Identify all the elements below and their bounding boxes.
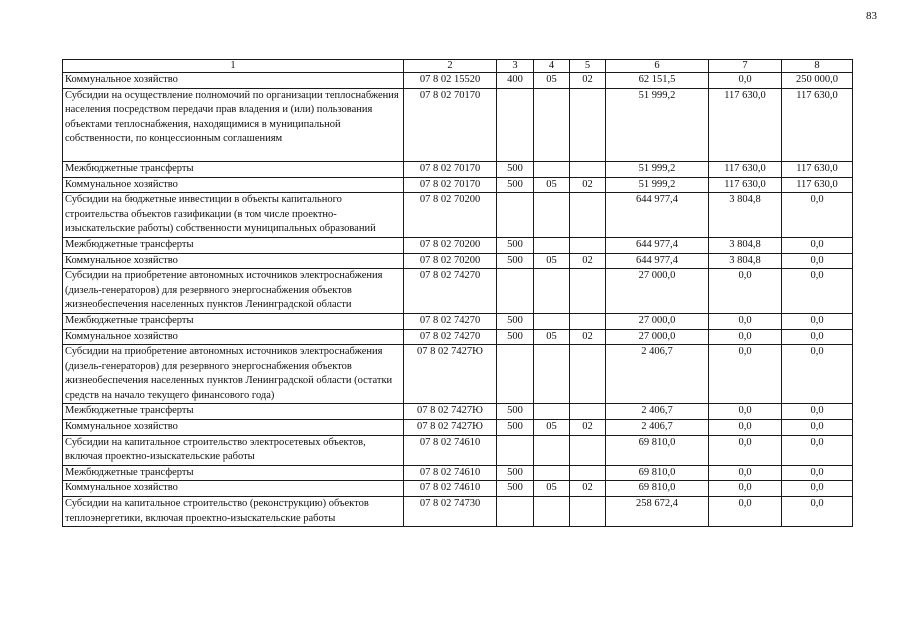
amount-year3-cell: 0,0: [782, 253, 853, 269]
amount-year3-cell: 0,0: [782, 465, 853, 481]
target-code-cell: 07 8 02 7427Ю: [404, 404, 497, 420]
row-name-cell: Субсидии на приобретение автономных источников электроснабжения (дизель-генераторов) для резервного энергоснабжения объектов жизнеобеспечения населенных пунктов Ленинградской области (остатки средств на начало текущего финансового года): [63, 345, 404, 404]
table-row: [63, 345, 853, 404]
amount-year1-cell: 644 977,4: [606, 253, 709, 269]
amount-year1-cell: 258 672,4: [606, 497, 709, 527]
table-row: [63, 497, 853, 527]
amount-year1-cell: 69 810,0: [606, 465, 709, 481]
target-code-cell: 07 8 02 74610: [404, 465, 497, 481]
target-code-cell: 07 8 02 70200: [404, 253, 497, 269]
column-header: 7: [709, 60, 782, 73]
table-row: [63, 253, 853, 269]
amount-year3-cell: 117 630,0: [782, 161, 853, 177]
target-code-cell: 07 8 02 74730: [404, 497, 497, 527]
table-row: [63, 465, 853, 481]
amount-year1-cell: 51 999,2: [606, 88, 709, 161]
row-name-cell: Межбюджетные трансферты: [63, 404, 404, 420]
amount-year3-cell: 0,0: [782, 269, 853, 314]
amount-year1-cell: 51 999,2: [606, 161, 709, 177]
section-cell: 05: [534, 329, 570, 345]
amount-year3-cell: 0,0: [782, 420, 853, 436]
section-cell: [534, 237, 570, 253]
row-name-cell: Субсидии на капитальное строительство электросетевых объектов, включая проектно-изыскательские работы: [63, 435, 404, 465]
expense-type-cell: 500: [497, 237, 534, 253]
amount-year1-cell: 2 406,7: [606, 345, 709, 404]
header-row: [63, 60, 853, 73]
expense-type-cell: [497, 193, 534, 238]
expense-type-cell: 500: [497, 465, 534, 481]
subsection-cell: [570, 435, 606, 465]
section-cell: [534, 313, 570, 329]
amount-year3-cell: 0,0: [782, 435, 853, 465]
row-name-cell: Коммунальное хозяйство: [63, 73, 404, 89]
target-code-cell: 07 8 02 74270: [404, 329, 497, 345]
amount-year3-cell: 0,0: [782, 237, 853, 253]
amount-year2-cell: 0,0: [709, 73, 782, 89]
amount-year2-cell: 0,0: [709, 497, 782, 527]
target-code-cell: 07 8 02 70170: [404, 177, 497, 193]
target-code-cell: 07 8 02 70200: [404, 193, 497, 238]
amount-year2-cell: 3 804,8: [709, 253, 782, 269]
amount-year1-cell: 644 977,4: [606, 193, 709, 238]
amount-year1-cell: 2 406,7: [606, 420, 709, 436]
column-header: 1: [63, 60, 404, 73]
subsection-cell: [570, 161, 606, 177]
amount-year3-cell: 250 000,0: [782, 73, 853, 89]
target-code-cell: 07 8 02 7427Ю: [404, 420, 497, 436]
amount-year3-cell: 0,0: [782, 497, 853, 527]
amount-year2-cell: 0,0: [709, 345, 782, 404]
amount-year3-cell: 0,0: [782, 404, 853, 420]
expense-type-cell: [497, 269, 534, 314]
section-cell: 05: [534, 177, 570, 193]
amount-year3-cell: 0,0: [782, 345, 853, 404]
expense-type-cell: 500: [497, 313, 534, 329]
subsection-cell: [570, 88, 606, 161]
row-name-cell: Межбюджетные трансферты: [63, 161, 404, 177]
amount-year2-cell: 117 630,0: [709, 88, 782, 161]
section-cell: 05: [534, 253, 570, 269]
amount-year1-cell: 27 000,0: [606, 329, 709, 345]
amount-year1-cell: 2 406,7: [606, 404, 709, 420]
row-name-cell: Субсидии на приобретение автономных источников электроснабжения (дизель-генераторов) для резервного энергоснабжения объектов жизнеобеспечения населенных пунктов Ленинградской области: [63, 269, 404, 314]
section-cell: [534, 497, 570, 527]
amount-year1-cell: 27 000,0: [606, 269, 709, 314]
expense-type-cell: 500: [497, 329, 534, 345]
table-row: [63, 237, 853, 253]
subsection-cell: 02: [570, 420, 606, 436]
section-cell: 05: [534, 73, 570, 89]
row-name-cell: Межбюджетные трансферты: [63, 313, 404, 329]
amount-year1-cell: 69 810,0: [606, 435, 709, 465]
row-name-cell: Коммунальное хозяйство: [63, 420, 404, 436]
section-cell: 05: [534, 481, 570, 497]
subsection-cell: 02: [570, 177, 606, 193]
table-row: [63, 481, 853, 497]
row-name-cell: Коммунальное хозяйство: [63, 177, 404, 193]
target-code-cell: 07 8 02 74610: [404, 435, 497, 465]
target-code-cell: 07 8 02 74270: [404, 269, 497, 314]
target-code-cell: 07 8 02 74270: [404, 313, 497, 329]
section-cell: 05: [534, 420, 570, 436]
table-row: [63, 269, 853, 314]
row-name-cell: Межбюджетные трансферты: [63, 237, 404, 253]
subsection-cell: 02: [570, 329, 606, 345]
subsection-cell: [570, 237, 606, 253]
amount-year2-cell: 0,0: [709, 465, 782, 481]
amount-year2-cell: 0,0: [709, 435, 782, 465]
table-row: [63, 88, 853, 161]
subsection-cell: [570, 465, 606, 481]
target-code-cell: 07 8 02 70170: [404, 88, 497, 161]
table-row: [63, 73, 853, 89]
target-code-cell: 07 8 02 70200: [404, 237, 497, 253]
section-cell: [534, 193, 570, 238]
row-name-cell: Субсидии на капитальное строительство (реконструкцию) объектов теплоэнергетики, включая проектно-изыскательские работы: [63, 497, 404, 527]
expense-type-cell: [497, 88, 534, 161]
expense-type-cell: [497, 497, 534, 527]
amount-year3-cell: 0,0: [782, 313, 853, 329]
section-cell: [534, 345, 570, 404]
expense-type-cell: 500: [497, 177, 534, 193]
target-code-cell: 07 8 02 7427Ю: [404, 345, 497, 404]
amount-year2-cell: 117 630,0: [709, 161, 782, 177]
amount-year2-cell: 0,0: [709, 313, 782, 329]
table-row: [63, 420, 853, 436]
amount-year3-cell: 0,0: [782, 193, 853, 238]
expense-type-cell: [497, 345, 534, 404]
amount-year2-cell: 3 804,8: [709, 193, 782, 238]
target-code-cell: 07 8 02 74610: [404, 481, 497, 497]
column-header: 3: [497, 60, 534, 73]
table-row: [63, 161, 853, 177]
amount-year2-cell: 117 630,0: [709, 177, 782, 193]
subsection-cell: [570, 313, 606, 329]
expense-type-cell: 400: [497, 73, 534, 89]
subsection-cell: 02: [570, 73, 606, 89]
column-header: 2: [404, 60, 497, 73]
amount-year3-cell: 117 630,0: [782, 88, 853, 161]
subsection-cell: [570, 345, 606, 404]
subsection-cell: 02: [570, 253, 606, 269]
row-name-cell: Межбюджетные трансферты: [63, 465, 404, 481]
subsection-cell: [570, 404, 606, 420]
subsection-cell: [570, 497, 606, 527]
amount-year2-cell: 0,0: [709, 420, 782, 436]
section-cell: [534, 88, 570, 161]
expense-type-cell: 500: [497, 404, 534, 420]
amount-year2-cell: 0,0: [709, 329, 782, 345]
row-name-cell: Коммунальное хозяйство: [63, 253, 404, 269]
amount-year1-cell: 51 999,2: [606, 177, 709, 193]
column-header: 5: [570, 60, 606, 73]
row-name-cell: Коммунальное хозяйство: [63, 329, 404, 345]
page-number: 83: [866, 10, 877, 22]
amount-year3-cell: 0,0: [782, 481, 853, 497]
subsection-cell: [570, 193, 606, 238]
amount-year1-cell: 69 810,0: [606, 481, 709, 497]
amount-year1-cell: 27 000,0: [606, 313, 709, 329]
amount-year2-cell: 0,0: [709, 404, 782, 420]
amount-year3-cell: 0,0: [782, 329, 853, 345]
row-name-cell: Субсидии на осуществление полномочий по организации теплоснабжения населения посредством передачи прав владения и (или) пользования объектами теплоснабжения, находящимися в муниципальной собственности, по концессионным соглашениям: [63, 88, 404, 161]
subsection-cell: [570, 269, 606, 314]
section-cell: [534, 465, 570, 481]
amount-year1-cell: 644 977,4: [606, 237, 709, 253]
subsection-cell: 02: [570, 481, 606, 497]
amount-year2-cell: 0,0: [709, 269, 782, 314]
expense-type-cell: 500: [497, 420, 534, 436]
amount-year1-cell: 62 151,5: [606, 73, 709, 89]
table-row: [63, 313, 853, 329]
table-row: [63, 435, 853, 465]
expense-type-cell: 500: [497, 481, 534, 497]
row-name-cell: Субсидии на бюджетные инвестиции в объекты капитального строительства объектов газификации (в том числе проектно-изыскательские работы) собственности муниципальных образований: [63, 193, 404, 238]
table-row: [63, 404, 853, 420]
amount-year3-cell: 117 630,0: [782, 177, 853, 193]
target-code-cell: 07 8 02 15520: [404, 73, 497, 89]
column-header: 6: [606, 60, 709, 73]
table-row: [63, 177, 853, 193]
section-cell: [534, 161, 570, 177]
row-name-cell: Коммунальное хозяйство: [63, 481, 404, 497]
amount-year2-cell: 0,0: [709, 481, 782, 497]
target-code-cell: 07 8 02 70170: [404, 161, 497, 177]
budget-table: [62, 59, 853, 527]
table-row: [63, 193, 853, 238]
expense-type-cell: 500: [497, 253, 534, 269]
expense-type-cell: 500: [497, 161, 534, 177]
expense-type-cell: [497, 435, 534, 465]
amount-year2-cell: 3 804,8: [709, 237, 782, 253]
column-header: 8: [782, 60, 853, 73]
section-cell: [534, 435, 570, 465]
section-cell: [534, 269, 570, 314]
section-cell: [534, 404, 570, 420]
table-row: [63, 329, 853, 345]
column-header: 4: [534, 60, 570, 73]
